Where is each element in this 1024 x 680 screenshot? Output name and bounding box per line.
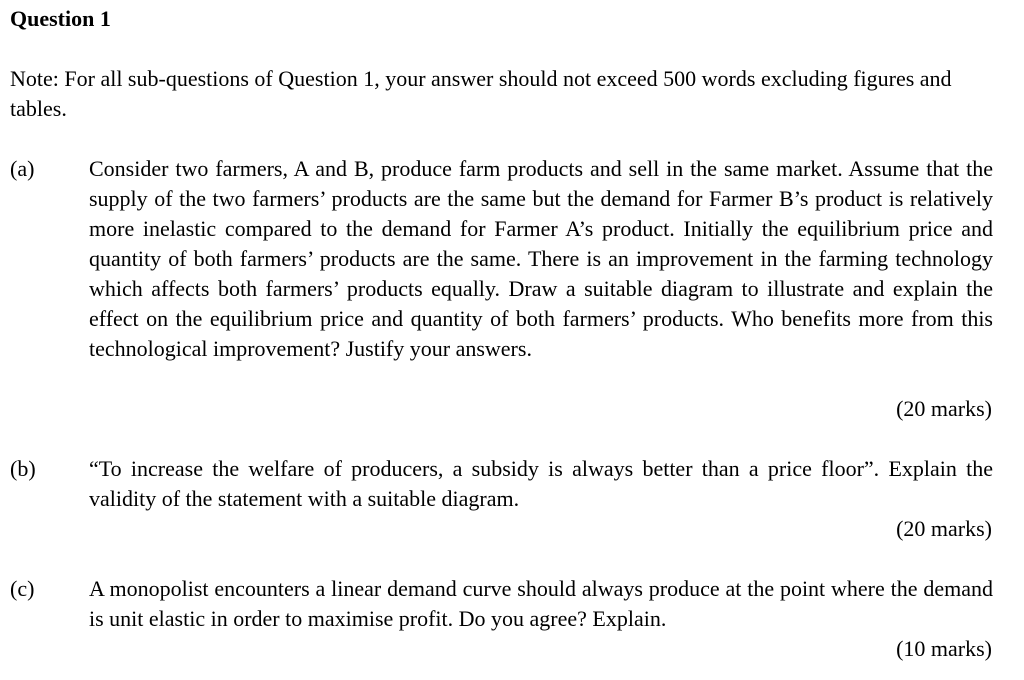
subquestion-b-text: “To increase the welfare of producers, a subsidy is always better than a price floor”. Explain the validity of the statement with a suitable diagram. [89, 456, 993, 511]
subquestion-c-marks: (10 marks) [896, 636, 992, 661]
subquestion-c-text: A monopolist encounters a linear demand curve should always produce at the point where the demand is unit elastic in order to maximise profit. Do you agree? Explain. [89, 576, 993, 631]
subquestion-b-label: (b) [10, 456, 36, 481]
subquestion-c-label: (c) [10, 576, 35, 601]
subquestion-b-marks: (20 marks) [896, 516, 992, 541]
subquestion-a-marks: (20 marks) [896, 396, 992, 421]
subquestion-a-label: (a) [10, 156, 35, 181]
subquestion-a-text: Consider two farmers, A and B, produce farm products and sell in the same market. Assume that the supply of the two farmers’ products are the same but the demand for Farmer B’s product is relatively more inelastic compared to the demand for Farmer A’s product. Initially the equilibrium price and quantity of both farmers’ products are the same. There is an improvement in the farming technology which affects both farmers’ products equally. Draw a suitable diagram to illustrate and explain the effect on the equilibrium price and quantity of both farmers’ products. Who benefits more from this technological improvement? Justify your answers. [89, 156, 993, 361]
word-limit-note: Note: For all sub-questions of Question 1, your answer should not exceed 500 words excluding figures and tables. [10, 66, 952, 121]
question-title: Question 1 [10, 6, 111, 31]
